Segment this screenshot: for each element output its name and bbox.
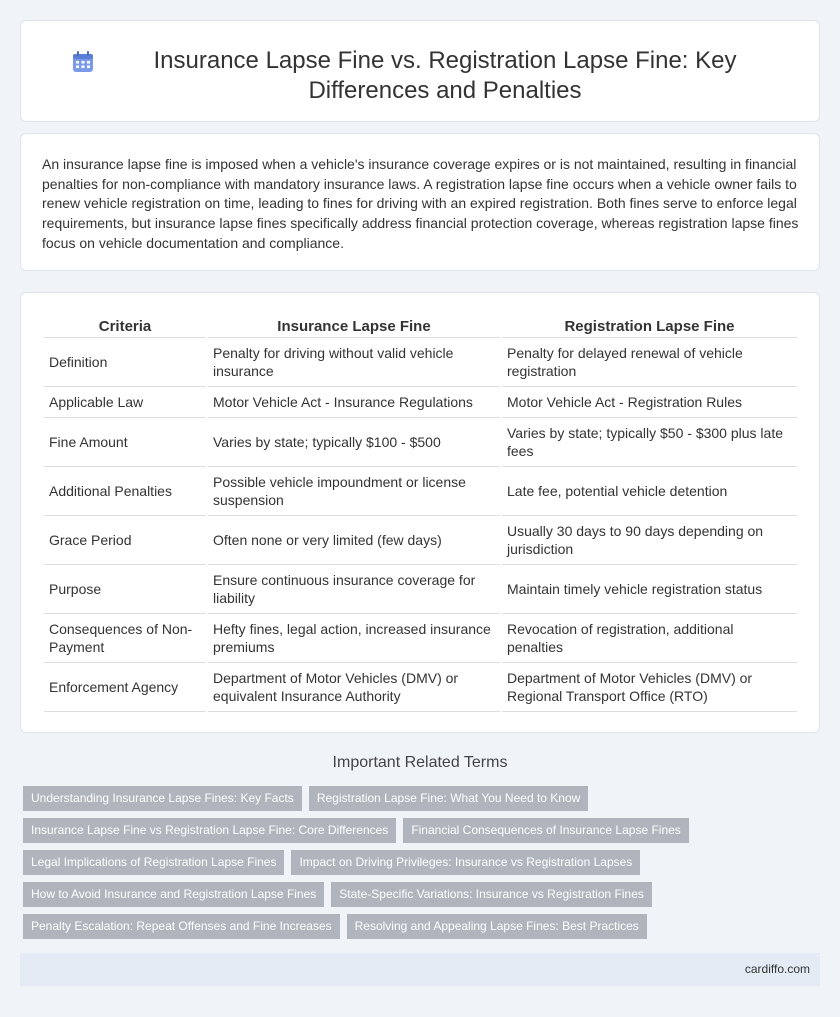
table-cell: Maintain timely vehicle registration status <box>502 565 797 614</box>
table-row <box>44 614 797 663</box>
related-terms-list <box>23 786 783 946</box>
column-header-registration: Registration Lapse Fine <box>502 316 797 338</box>
table-cell: Definition <box>44 338 206 387</box>
table-row <box>44 387 797 418</box>
related-term-tag[interactable]: How to Avoid Insurance and Registration Lapse Fines <box>23 882 324 907</box>
page-title: Insurance Lapse Fine vs. Registration Lapse Fine: Key Differences and Penalties <box>153 47 737 104</box>
table-row <box>44 338 797 387</box>
table-row <box>44 467 797 516</box>
comparison-table <box>42 316 799 712</box>
related-term-tag[interactable]: Financial Consequences of Insurance Lapse Fines <box>403 818 689 843</box>
related-term-tag[interactable]: Insurance Lapse Fine vs Registration Lapse Fine: Core Differences <box>23 818 396 843</box>
table-cell: Motor Vehicle Act - Registration Rules <box>502 387 797 418</box>
table-cell: Department of Motor Vehicles (DMV) or Regional Transport Office (RTO) <box>502 663 797 712</box>
comparison-table-card <box>20 292 820 733</box>
table-cell: Hefty fines, legal action, increased insurance premiums <box>208 614 500 663</box>
related-term-tag[interactable]: Registration Lapse Fine: What You Need to Know <box>309 786 589 811</box>
related-term-tag[interactable]: Resolving and Appealing Lapse Fines: Best Practices <box>347 914 647 939</box>
table-cell: Usually 30 days to 90 days depending on jurisdiction <box>502 516 797 565</box>
table-cell: Motor Vehicle Act - Insurance Regulations <box>208 387 500 418</box>
table-row <box>44 565 797 614</box>
table-cell: Fine Amount <box>44 418 206 467</box>
table-cell: Ensure continuous insurance coverage for liability <box>208 565 500 614</box>
table-cell: Revocation of registration, additional penalties <box>502 614 797 663</box>
intro-card <box>20 133 820 271</box>
related-term-tag[interactable]: Penalty Escalation: Repeat Offenses and Fine Increases <box>23 914 340 939</box>
table-cell: Possible vehicle impoundment or license suspension <box>208 467 500 516</box>
table-cell: Penalty for delayed renewal of vehicle registration <box>502 338 797 387</box>
related-term-tag[interactable]: State-Specific Variations: Insurance vs Registration Fines <box>331 882 652 907</box>
table-cell: Consequences of Non-Payment <box>44 614 206 663</box>
table-cell: Grace Period <box>44 516 206 565</box>
related-term-tag[interactable]: Legal Implications of Registration Lapse Fines <box>23 850 284 875</box>
table-cell: Penalty for driving without valid vehicle insurance <box>208 338 500 387</box>
table-cell: Often none or very limited (few days) <box>208 516 500 565</box>
title-card <box>20 20 820 122</box>
related-term-tag[interactable]: Impact on Driving Privileges: Insurance vs Registration Lapses <box>291 850 640 875</box>
table-cell: Additional Penalties <box>44 467 206 516</box>
table-cell: Applicable Law <box>44 387 206 418</box>
table-row <box>44 418 797 467</box>
table-cell: Purpose <box>44 565 206 614</box>
column-header-criteria: Criteria <box>44 316 206 338</box>
table-row <box>44 516 797 565</box>
related-term-tag[interactable]: Understanding Insurance Lapse Fines: Key Facts <box>23 786 302 811</box>
footer-site-link[interactable]: cardiffo.com <box>744 962 810 976</box>
column-header-insurance: Insurance Lapse Fine <box>208 316 500 338</box>
footer <box>20 953 820 986</box>
table-cell: Varies by state; typically $100 - $500 <box>208 418 500 467</box>
table-header-row <box>44 316 797 338</box>
table-cell: Varies by state; typically $50 - $300 plus late fees <box>502 418 797 467</box>
table-cell: Department of Motor Vehicles (DMV) or equivalent Insurance Authority <box>208 663 500 712</box>
table-row <box>44 663 797 712</box>
intro-paragraph: An insurance lapse fine is imposed when a vehicle's insurance coverage expires or is not maintained, resulting in financial penalties for non-compliance with mandatory insurance laws. A registration lapse fine occurs when a vehicle owner fails to renew vehicle registration on time, leading to fines for driving with an expired registration. Both fines serve to enforce legal requirements, but insurance lapse fines specifically address financial protection coverage, whereas registration lapse fines focus on vehicle documentation and compliance. <box>42 156 799 251</box>
table-cell: Late fee, potential vehicle detention <box>502 467 797 516</box>
table-cell: Enforcement Agency <box>44 663 206 712</box>
related-terms-heading: Important Related Terms <box>332 754 508 771</box>
